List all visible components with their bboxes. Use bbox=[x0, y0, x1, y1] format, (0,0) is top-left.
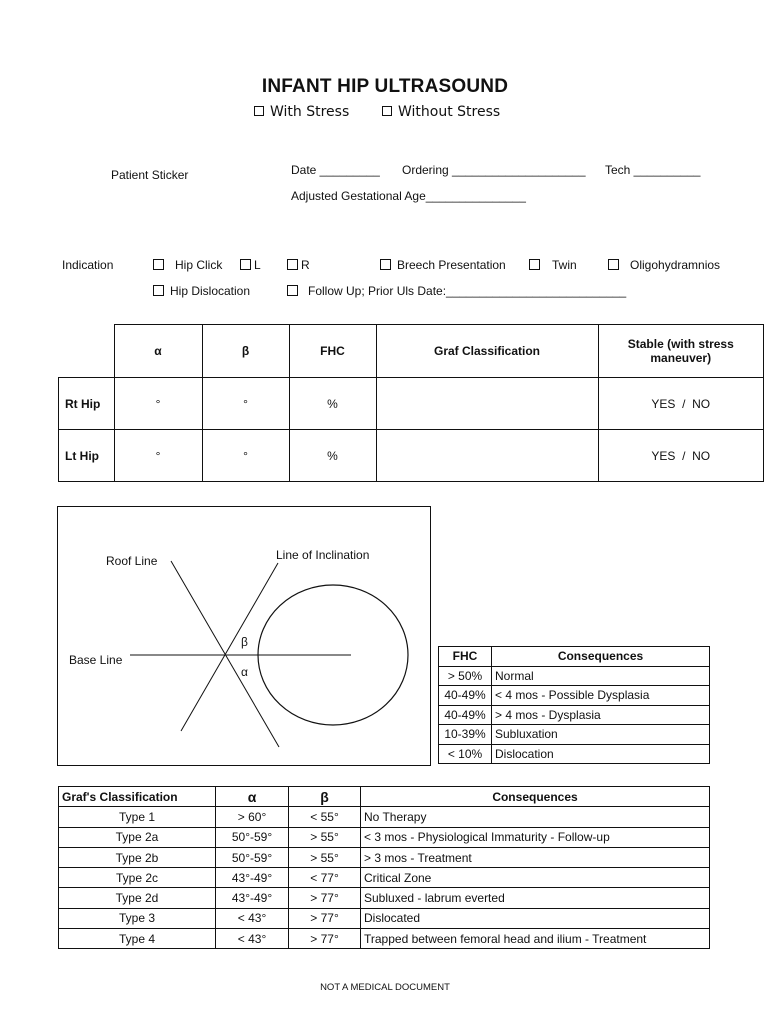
graf-beta: < 55° bbox=[289, 807, 361, 827]
lt-hip-graf-input[interactable] bbox=[376, 430, 598, 482]
rt-hip-label: Rt Hip bbox=[59, 378, 115, 430]
fhc-consequence: > 4 mos - Dysplasia bbox=[492, 705, 710, 725]
line-of-inclination-label: Line of Inclination bbox=[276, 548, 370, 562]
fhc-consequence: Normal bbox=[492, 666, 710, 686]
table-row bbox=[59, 929, 710, 949]
fhc-consequences-header: Consequences bbox=[492, 647, 710, 667]
graf-alpha-header: α bbox=[216, 787, 289, 807]
without-stress-label: Without Stress bbox=[398, 104, 501, 120]
with-stress-checkbox[interactable] bbox=[254, 106, 264, 116]
graf-beta: > 55° bbox=[289, 827, 361, 847]
blank-header-cell bbox=[59, 325, 115, 378]
twin-option[interactable] bbox=[529, 258, 577, 272]
graf-consequence: Dislocated bbox=[361, 908, 710, 928]
graf-beta: > 77° bbox=[289, 888, 361, 908]
tech-field[interactable]: Tech __________ bbox=[605, 163, 701, 177]
graf-type: Type 2d bbox=[59, 888, 216, 908]
right-label: R bbox=[301, 258, 310, 272]
fhc-value: 40-49% bbox=[439, 705, 492, 725]
graf-beta: > 77° bbox=[289, 929, 361, 949]
fhc-col-header: FHC bbox=[439, 647, 492, 667]
graf-alpha: 43°-49° bbox=[216, 888, 289, 908]
table-row bbox=[59, 868, 710, 888]
graf-alpha: 43°-49° bbox=[216, 868, 289, 888]
measurements-header-row bbox=[59, 325, 764, 378]
fhc-value: > 50% bbox=[439, 666, 492, 686]
fhc-consequences-table bbox=[438, 646, 710, 764]
graf-alpha: > 60° bbox=[216, 807, 289, 827]
beta-angle-label: β bbox=[241, 635, 248, 649]
left-checkbox[interactable] bbox=[240, 259, 251, 270]
graf-beta: > 77° bbox=[289, 908, 361, 928]
breech-checkbox[interactable] bbox=[380, 259, 391, 270]
lt-hip-fhc-input[interactable]: % bbox=[289, 430, 376, 482]
breech-label: Breech Presentation bbox=[397, 258, 506, 272]
graf-classification-table bbox=[58, 786, 710, 949]
rt-hip-alpha-input[interactable]: ° bbox=[114, 378, 202, 430]
line-of-inclination bbox=[181, 563, 278, 731]
oligohydramnios-option[interactable] bbox=[608, 258, 720, 272]
beta-header: β bbox=[202, 325, 289, 378]
fhc-value: 40-49% bbox=[439, 686, 492, 706]
hip-dislocation-option[interactable] bbox=[153, 284, 250, 298]
hip-click-checkbox[interactable] bbox=[153, 259, 164, 270]
measurements-table bbox=[58, 324, 764, 482]
graf-type: Type 3 bbox=[59, 908, 216, 928]
follow-up-option[interactable] bbox=[287, 284, 626, 298]
table-row bbox=[439, 705, 710, 725]
fhc-header-row bbox=[439, 647, 710, 667]
table-row bbox=[439, 725, 710, 745]
hip-click-option[interactable] bbox=[153, 258, 222, 272]
rt-hip-graf-input[interactable] bbox=[376, 378, 598, 430]
follow-up-checkbox[interactable] bbox=[287, 285, 298, 296]
right-checkbox[interactable] bbox=[287, 259, 298, 270]
base-line-label: Base Line bbox=[69, 653, 123, 667]
graf-alpha: 50°-59° bbox=[216, 847, 289, 867]
graf-classification-header: Graf Classification bbox=[376, 325, 598, 378]
lt-hip-label: Lt Hip bbox=[59, 430, 115, 482]
graf-type: Type 2c bbox=[59, 868, 216, 888]
graf-consequence: No Therapy bbox=[361, 807, 710, 827]
fhc-header: FHC bbox=[289, 325, 376, 378]
hip-dislocation-checkbox[interactable] bbox=[153, 285, 164, 296]
graf-type: Type 2a bbox=[59, 827, 216, 847]
patient-sticker-label: Patient Sticker bbox=[111, 168, 189, 182]
left-label: L bbox=[254, 258, 261, 272]
lt-hip-beta-input[interactable]: ° bbox=[202, 430, 289, 482]
table-row bbox=[59, 908, 710, 928]
table-row bbox=[59, 378, 764, 430]
graf-classification-col-header: Graf's Classification bbox=[59, 787, 216, 807]
right-option[interactable] bbox=[287, 258, 310, 272]
table-row bbox=[439, 744, 710, 764]
fhc-value: 10-39% bbox=[439, 725, 492, 745]
table-row bbox=[439, 686, 710, 706]
graf-header-row bbox=[59, 787, 710, 807]
twin-label: Twin bbox=[552, 258, 577, 272]
alpha-header: α bbox=[114, 325, 202, 378]
indication-label: Indication bbox=[62, 258, 114, 272]
adjusted-gestational-age-field[interactable]: Adjusted Gestational Age_______________ bbox=[291, 189, 526, 203]
with-stress-label: With Stress bbox=[270, 104, 350, 120]
fhc-consequence: Subluxation bbox=[492, 725, 710, 745]
graf-consequence: Subluxed - labrum everted bbox=[361, 888, 710, 908]
lt-hip-alpha-input[interactable]: ° bbox=[114, 430, 202, 482]
table-row bbox=[59, 888, 710, 908]
ordering-field[interactable]: Ordering ____________________ bbox=[402, 163, 586, 177]
table-row bbox=[59, 430, 764, 482]
graf-alpha: < 43° bbox=[216, 929, 289, 949]
page-title: INFANT HIP ULTRASOUND bbox=[261, 76, 509, 97]
date-field[interactable]: Date _________ bbox=[291, 163, 380, 177]
hip-click-label: Hip Click bbox=[175, 258, 223, 272]
graf-alpha: 50°-59° bbox=[216, 827, 289, 847]
graf-consequence: < 3 mos - Physiological Immaturity - Follow-up bbox=[361, 827, 710, 847]
graf-consequence: Critical Zone bbox=[361, 868, 710, 888]
oligohydramnios-label: Oligohydramnios bbox=[630, 258, 721, 272]
breech-option[interactable] bbox=[380, 258, 506, 272]
graf-consequence: Trapped between femoral head and ilium - Treatment bbox=[361, 929, 710, 949]
roof-line-label: Roof Line bbox=[106, 554, 158, 568]
oligohydramnios-checkbox[interactable] bbox=[608, 259, 619, 270]
left-option[interactable] bbox=[240, 258, 261, 272]
table-row bbox=[439, 666, 710, 686]
follow-up-label: Follow Up; Prior Uls Date:___________________________ bbox=[308, 284, 627, 298]
graf-consequences-header: Consequences bbox=[361, 787, 710, 807]
graf-beta: < 77° bbox=[289, 868, 361, 888]
hip-dislocation-label: Hip Dislocation bbox=[170, 284, 251, 298]
stable-header: Stable (with stress maneuver) bbox=[598, 325, 764, 378]
table-row bbox=[59, 827, 710, 847]
without-stress-checkbox[interactable] bbox=[382, 106, 392, 116]
fhc-consequence: < 4 mos - Possible Dysplasia bbox=[492, 686, 710, 706]
rt-hip-fhc-input[interactable]: % bbox=[289, 378, 376, 430]
alpha-angle-label: α bbox=[241, 665, 248, 679]
lt-hip-stable-choice[interactable]: YES / NO bbox=[598, 430, 764, 482]
rt-hip-beta-input[interactable]: ° bbox=[202, 378, 289, 430]
table-row bbox=[59, 807, 710, 827]
graf-type: Type 4 bbox=[59, 929, 216, 949]
without-stress-option[interactable] bbox=[382, 104, 500, 120]
fhc-consequence: Dislocation bbox=[492, 744, 710, 764]
graf-type: Type 1 bbox=[59, 807, 216, 827]
fhc-value: < 10% bbox=[439, 744, 492, 764]
graf-alpha: < 43° bbox=[216, 908, 289, 928]
twin-checkbox[interactable] bbox=[529, 259, 540, 270]
footer-disclaimer: NOT A MEDICAL DOCUMENT bbox=[320, 982, 450, 993]
graf-beta: > 55° bbox=[289, 847, 361, 867]
graf-consequence: > 3 mos - Treatment bbox=[361, 847, 710, 867]
with-stress-option[interactable] bbox=[254, 104, 349, 120]
rt-hip-stable-choice[interactable]: YES / NO bbox=[598, 378, 764, 430]
graf-beta-header: β bbox=[289, 787, 361, 807]
table-row bbox=[59, 847, 710, 867]
graf-type: Type 2b bbox=[59, 847, 216, 867]
hip-angle-diagram bbox=[57, 506, 431, 766]
